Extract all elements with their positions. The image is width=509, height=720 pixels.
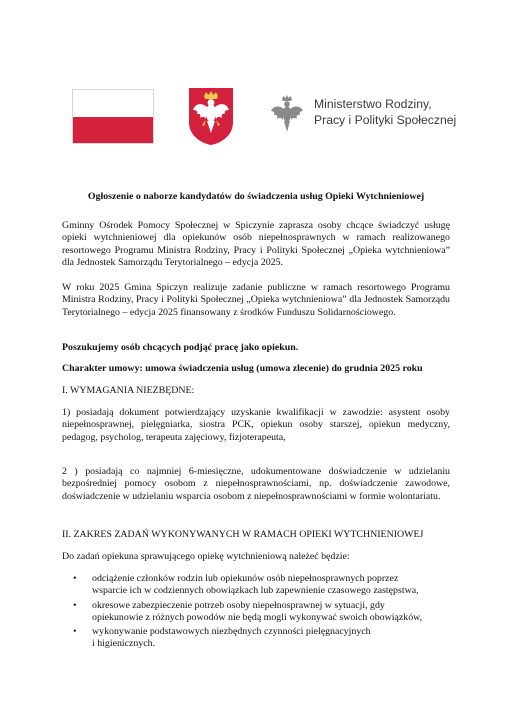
list-item-line1: wykonywanie podstawowych niezbędnych czynności pielęgnacyjnych (92, 626, 371, 638)
eagle-emblem-icon (268, 92, 306, 138)
list-item-line1: okresowe zabezpieczenie potrzeb osoby niepełnosprawnej w sytuacji, gdy (92, 599, 385, 611)
requirement-1: 1) posiadają dokument potwierdzający uzyskanie kwalifikacji w zawodzie: asystent osoby niepełnosprawnej, pielęgniarka, siostra PCK, opiekun osoby starszej, opiekun medyczny, pedagog, psycholog, terapeuta zajęciowy, fizjoterapeuta, (62, 407, 450, 443)
bullet-icon: • (73, 573, 77, 584)
ministry-logo (268, 92, 457, 140)
ministry-name-line2: Pracy i Polityki Społecznej (314, 112, 457, 127)
polish-flag-icon (72, 89, 154, 144)
list-item (62, 573, 450, 598)
list-item-line1: odciążenie członków rodzin lub opiekunów osób niepełnosprawnych poprzez (92, 573, 399, 584)
tasks-intro: Do zadań opiekuna sprawującego opiekę wytchnieniową należeć będzie: (62, 551, 350, 562)
list-item-line2: opiekunowie z różnych powodów nie będą mogli wykonywać swoich obowiązków, (92, 611, 423, 623)
requirements-heading: I. WYMAGANIA NIEZBĘDNE: (62, 385, 195, 396)
list-item (62, 600, 450, 625)
bullet-icon: • (73, 626, 77, 638)
tasks-heading: II. ZAKRES ZADAŃ WYKONYWANYCH W RAMACH OPIEKI WYTCHNIENIOWEJ (62, 529, 424, 540)
contract-type-paragraph: Charakter umowy: umowa świadczenia usług (umowa zlecenie) do grudnia 2025 roku (62, 363, 423, 374)
ministry-name-line1: Ministerstwo Rodziny, (314, 97, 432, 111)
list-item-line2: i higienicznych. (92, 638, 156, 650)
bullet-icon: • (73, 599, 77, 611)
list-item (62, 626, 450, 651)
intro-paragraph: Gminny Ośrodek Pomocy Społecznej w Spiczynie zaprasza osoby chcące świadczyć usługę opieki wytchnieniowej dla opiekunów osób niepełnosprawnych w ramach realizowanego resortowego Programu Ministra Rodziny, Pracy i Polityki Społecznej „Opieka wytchnieniowa” dla Jednostek Samorządu Terytorialnego – edycja 2025. (62, 220, 450, 268)
requirement-2: 2 ) posiadają co najmniej 6-miesięczne, udokumentowane doświadczenie w udzielaniu bezpośredniej pomocy osobom z niepełnosprawnościami, np. doświadczenie zawodowe, doświadczenie w udzielaniu wsparcia osobom z niepełnosprawnościami w formie wolontariatu. (62, 466, 450, 502)
tasks-list (62, 573, 450, 653)
coat-of-arms-icon (187, 86, 235, 146)
list-item-line2: wsparcie ich w codziennych obowiązkach lub zapewnienie czasowego zastępstwa, (92, 585, 419, 597)
announcement-title: Ogłoszenie o naborze kandydatów do świadczenia usług Opieki Wytchnieniowej (87, 191, 425, 202)
seeking-paragraph: Poszukujemy osób chcących podjąć pracę jako opiekun. (62, 342, 299, 353)
ministry-name (314, 97, 457, 128)
program-paragraph: W roku 2025 Gmina Spiczyn realizuje zadanie publiczne w ramach resortowego Programu Ministra Rodziny, Pracy i Polityki Społecznej „Opieka wytchnieniowa” dla Jednostek Samorządu Terytorialnego – edycja 2025 finansowany z środków Funduszu Solidarnościowego. (62, 282, 450, 318)
